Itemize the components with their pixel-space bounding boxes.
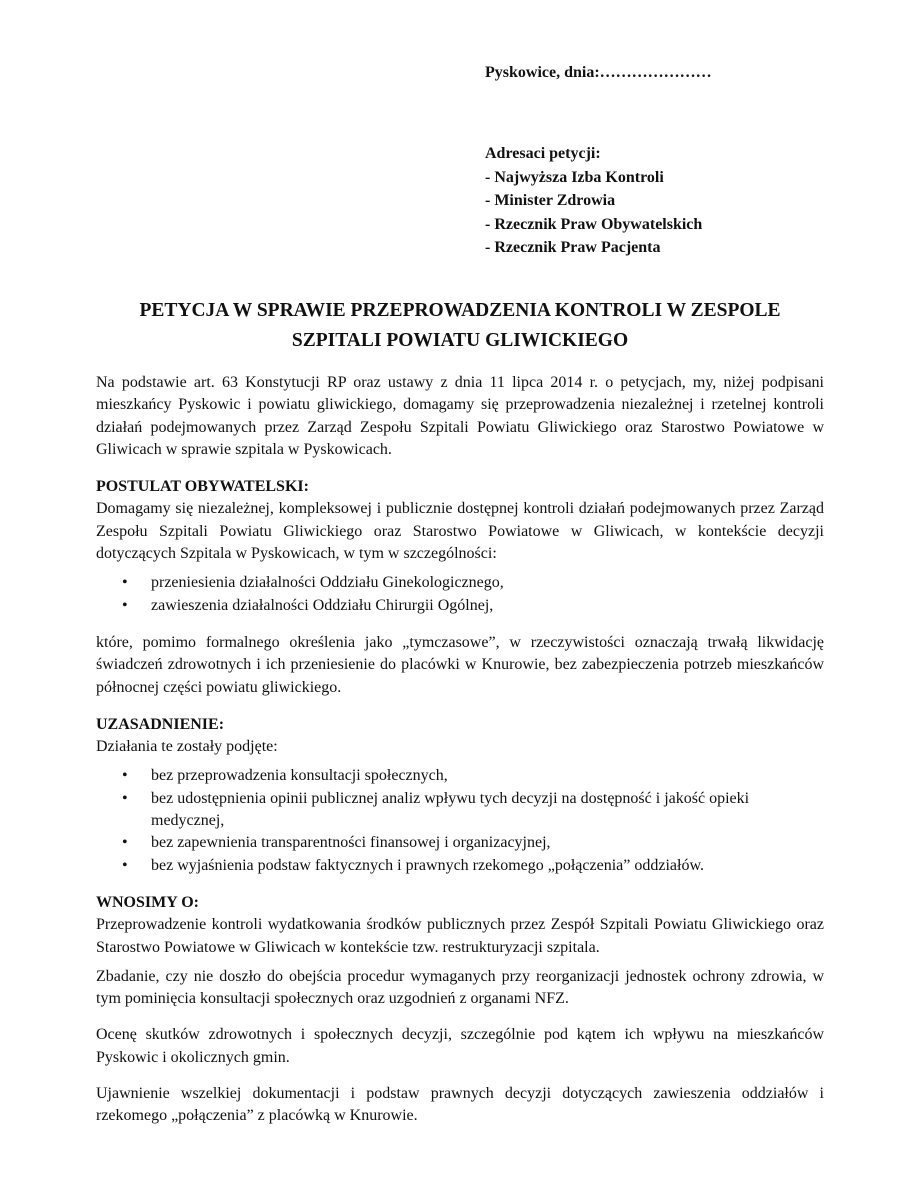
postulat-after-paragraph: które, pomimo formalnego określenia jako „tymczasowe”, w rzeczywistości oznaczają trwałą likwidację świadczeń zdrowotnych i ich przeniesienie do placówki w Knurowie, bez zabezpieczenia potrzeb mieszkańców północnej części powiatu gliwickiego. <box>96 633 824 696</box>
place-date-line: Pyskowice, dnia:………………… <box>485 64 712 81</box>
list-item <box>96 572 824 594</box>
wnosimy-paragraph: Ujawnienie wszelkiej dokumentacji i podstaw prawnych decyzji dotyczących zawieszenia oddziałów i rzekomego „połączenia” z placówką w Knurowie. <box>96 1085 824 1125</box>
list-item <box>96 832 824 854</box>
postulat-heading: POSTULAT OBYWATELSKI: <box>96 478 309 496</box>
wnosimy-paragraph: Zbadanie, czy nie doszło do obejścia procedur wymaganych przy reorganizacji jednostek ochrony zdrowia, w tym pominięcia konsultacji społecznych oraz uzgodnień z organami NFZ. <box>96 967 824 1008</box>
uzasadnienie-list <box>96 765 824 876</box>
wnosimy-paragraph: Przeprowadzenie kontroli wydatkowania środków publicznych przez Zespół Szpitali Powiatu Gliwickiego oraz Starostwo Powiatowe w Gliwicach w kontekście tzw. restrukturyzacji szpitala. <box>96 916 824 956</box>
list-item-text: bez udostępnienia opinii publicznej analiz wpływu tych decyzji na dostępność i jakość opieki medycznej, <box>151 789 750 830</box>
uzasadnienie-heading: UZASADNIENIE: <box>96 715 225 733</box>
wnosimy-paragraph: Ocenę skutków zdrowotnych i społecznych decyzji, szczególnie pod kątem ich wpływu na mieszkańców Pyskowic i okolicznych gmin. <box>96 1026 824 1066</box>
list-item-text: bez zapewnienia transparentności finansowej i organizacyjnej, <box>151 834 551 852</box>
list-item-text: bez wyjaśnienia podstaw faktycznych i prawnych rzekomego „połączenia” oddziałów. <box>151 856 704 874</box>
bullet-icon: • <box>122 767 128 785</box>
title-line-2: SZPITALI POWIATU GLIWICKIEGO <box>291 330 629 351</box>
bullet-icon: • <box>122 789 128 807</box>
title-line-1: PETYCJA W SPRAWIE PRZEPROWADZENIA KONTROLI W ZESPOLE <box>139 300 781 321</box>
list-item <box>96 855 824 877</box>
list-item <box>96 765 824 787</box>
list-item-text: bez przeprowadzenia konsultacji społecznych, <box>151 767 448 785</box>
postulat-paragraph: Domagamy się niezależnej, kompleksowej i publicznie dostępnej kontroli działań podejmowanych przez Zarząd Zespołu Szpitali Powiatu Gliwickiego oraz Starostwo Powiatowe w Gliwicach, w kontekście decyzji dotyczących Szpitala w Pyskowicach, w tym w szczególności: <box>96 500 824 563</box>
wnosimy-heading: WNOSIMY O: <box>96 893 199 911</box>
list-item-text: przeniesienia działalności Oddziału Ginekologicznego, <box>151 574 504 592</box>
list-item-text: zawieszenia działalności Oddziału Chirurgii Ogólnej, <box>151 596 494 614</box>
bullet-icon: • <box>122 856 128 874</box>
addressees-label: Adresaci petycji: <box>485 145 601 162</box>
addressee-item: - Rzecznik Praw Obywatelskich <box>485 215 703 233</box>
bullet-icon: • <box>122 834 128 852</box>
intro-paragraph: Na podstawie art. 63 Konstytucji RP oraz ustawy z dnia 11 lipca 2014 r. o petycjach, my, niżej podpisani mieszkańcy Pyskowic i powiatu gliwickiego, domagamy się przeprowadzenia niezależnej i rzetelnej kontroli działań podejmowanych przez Zarząd Zespołu Szpitali Powiatu Gliwickiego oraz Starostwo Powiatowe w Gliwicach w sprawie szpitala w Pyskowicach. <box>96 374 824 458</box>
addressee-item: - Minister Zdrowia <box>485 192 616 209</box>
bullet-icon: • <box>122 596 128 614</box>
petition-body <box>96 372 824 1128</box>
addressee-item: - Najwyższa Izba Kontroli <box>485 168 664 186</box>
addressees-block <box>485 142 702 260</box>
petition-title <box>96 296 824 356</box>
bullet-icon: • <box>122 574 128 592</box>
addressee-item: - Rzecznik Praw Pacjenta <box>485 239 661 256</box>
list-item <box>96 595 824 617</box>
postulat-list <box>96 572 824 617</box>
uzasadnienie-paragraph: Działania te zostały podjęte: <box>96 738 278 756</box>
list-item <box>96 788 824 833</box>
